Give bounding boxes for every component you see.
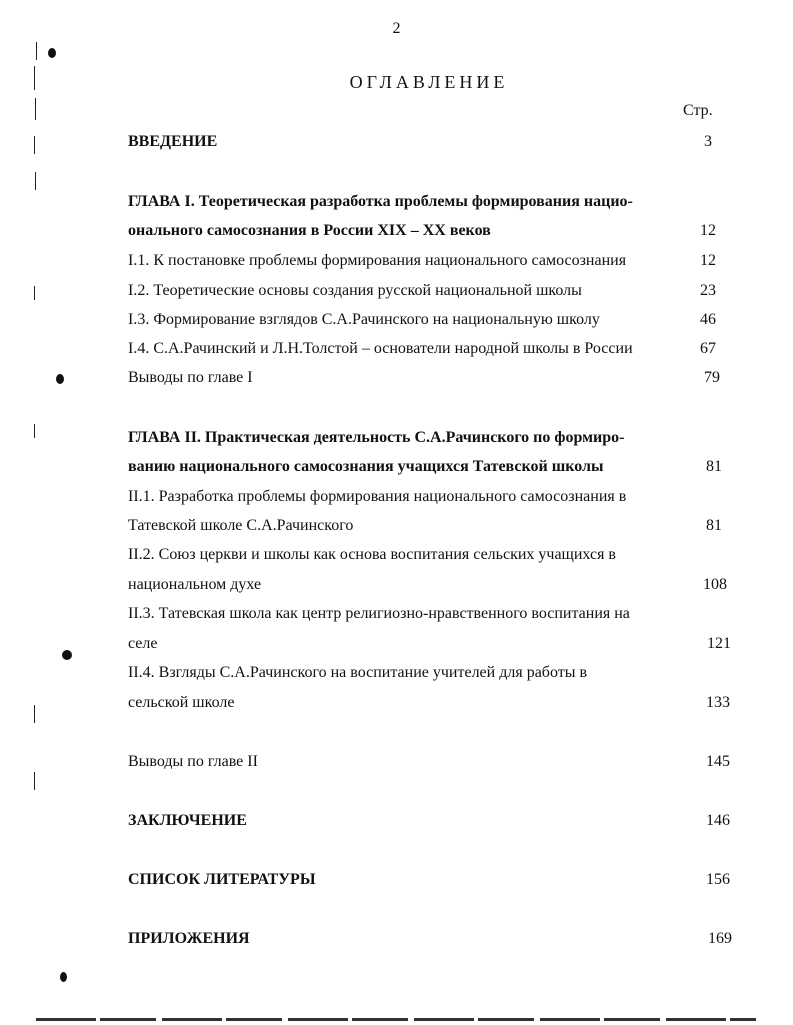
toc-section-2-4: II.4. Взгляды С.А.Рачинского на воспитание учителей для работы в [128, 664, 588, 681]
toc-chapter-2-title-cont: ванию национального самосознания учащихся Татевской школы [128, 458, 604, 475]
scan-mark [36, 42, 37, 60]
toc-section-2-4-cont: сельской школе [128, 694, 235, 711]
toc-page-number: 81 [706, 458, 722, 475]
scan-mark [35, 172, 36, 190]
toc-introduction: ВВЕДЕНИЕ [128, 133, 218, 150]
toc-page-number: 169 [708, 930, 732, 947]
scan-mark [56, 374, 64, 384]
toc-page-number: 3 [704, 133, 712, 150]
scan-mark [60, 972, 67, 982]
scan-mark [35, 98, 36, 120]
scan-mark [34, 424, 35, 438]
scan-mark [34, 66, 35, 90]
scan-mark [48, 48, 56, 58]
scan-mark [34, 136, 35, 154]
toc-chapter-1-title-cont: онального самосознания в России XIX – XX веков [128, 222, 491, 239]
toc-section-2-3-cont: селе [128, 635, 158, 652]
scan-mark [34, 772, 35, 790]
toc-page-number: 133 [706, 694, 730, 711]
page-column-label: Стр. [683, 102, 713, 119]
toc-section-1-2: I.2. Теоретические основы создания русской национальной школы [128, 282, 582, 299]
toc-bibliography: СПИСОК ЛИТЕРАТУРЫ [128, 871, 316, 888]
toc-title: ОГЛАВЛЕНИЕ [349, 72, 509, 92]
toc-section-2-2: II.2. Союз церкви и школы как основа воспитания сельских учащихся в [128, 546, 616, 563]
toc-section-1-3: I.3. Формирование взглядов С.А.Рачинского на национальную школу [128, 311, 600, 328]
scan-mark [62, 650, 72, 660]
toc-section-2-1-cont: Татевской школе С.А.Рачинского [128, 517, 354, 534]
toc-section-2-1: II.1. Разработка проблемы формирования национального самосознания в [128, 488, 627, 505]
toc-conclusions-chapter-1: Выводы по главе I [128, 369, 253, 386]
toc-page-number: 79 [704, 369, 720, 386]
toc-section-2-2-cont: национальном духе [128, 576, 262, 593]
toc-chapter-1-title: ГЛАВА I. Теоретическая разработка проблемы формирования нацио- [128, 193, 633, 210]
toc-conclusions-chapter-2: Выводы по главе II [128, 753, 258, 770]
toc-page-number: 108 [703, 576, 727, 593]
toc-page-number: 46 [700, 311, 716, 328]
toc-page-number: 156 [706, 871, 730, 888]
toc-page-number: 12 [700, 222, 716, 239]
page-number: 2 [392, 20, 401, 37]
toc-conclusion: ЗАКЛЮЧЕНИЕ [128, 812, 247, 829]
toc-page-number: 67 [700, 340, 716, 357]
toc-page-number: 146 [706, 812, 730, 829]
toc-section-1-4: I.4. С.А.Рачинский и Л.Н.Толстой – основатели народной школы в России [128, 340, 633, 357]
toc-page-number: 12 [700, 252, 716, 269]
scan-bottom-edge [36, 1018, 756, 1021]
toc-page-number: 23 [700, 282, 716, 299]
scan-mark [34, 705, 35, 723]
toc-page-number: 121 [707, 635, 731, 652]
toc-section-2-3: II.3. Татевская школа как центр религиозно-нравственного воспитания на [128, 605, 630, 622]
toc-page-number: 145 [706, 753, 730, 770]
scan-mark [34, 286, 35, 300]
toc-appendices: ПРИЛОЖЕНИЯ [128, 930, 250, 947]
toc-page-number: 81 [706, 517, 722, 534]
toc-section-1-1: I.1. К постановке проблемы формирования национального самосознания [128, 252, 627, 269]
toc-chapter-2-title: ГЛАВА II. Практическая деятельность С.А.Рачинского по формиро- [128, 429, 625, 446]
